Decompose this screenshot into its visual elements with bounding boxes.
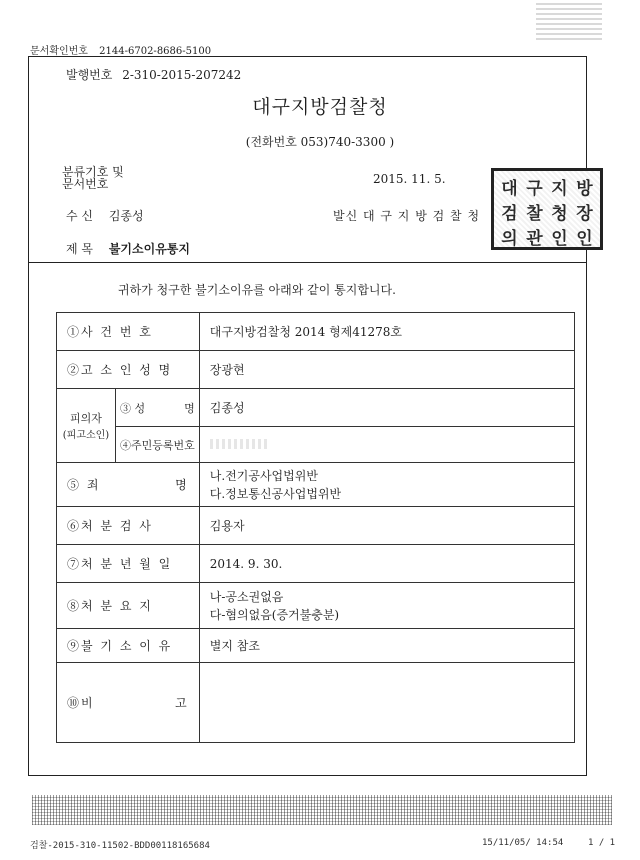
issue-number: 2-310-2015-207242 (122, 68, 242, 82)
prosecutor-label: ⑥처 분 검 사 (57, 507, 200, 545)
phone-number: (전화번호 053)740-3300 ) (245, 135, 395, 149)
charge-value-line1: 나.전기공사업법위반 (209, 468, 318, 483)
recipient-name: 김종성 (108, 209, 144, 223)
confirm-number-line (30, 42, 211, 57)
classification-label (62, 166, 124, 190)
seal-char: 의 (501, 229, 518, 249)
reason-label: ⑨불 기 소 이 유 (57, 629, 200, 663)
seal-char: 청 (551, 204, 568, 224)
reason-value: 별지 참조 (199, 629, 574, 663)
redacted-id (210, 439, 270, 449)
row-prosecutor (57, 507, 575, 545)
confirm-number: 2144-6702-8686-5100 (99, 46, 212, 57)
complainant-label: ②고 소 인 성 명 (57, 351, 200, 389)
seal-char: 대 (501, 179, 518, 199)
seal-char: 검 (501, 204, 518, 224)
issue-number-line (66, 66, 241, 83)
remarks-label-left: ⑩비 (67, 696, 95, 710)
charge-label-right: 명 (175, 478, 189, 492)
suspect-name-label (116, 389, 200, 427)
suspect-id-value (199, 427, 574, 463)
confirm-label: 문서확인번호 (30, 46, 88, 57)
complainant-value: 장광현 (199, 351, 574, 389)
notice-form-table (56, 312, 575, 743)
document-date: 2015. 11. 5. (373, 172, 446, 186)
security-pattern-band (32, 795, 612, 825)
seal-char: 관 (526, 229, 543, 249)
org-title: 대구지방검찰청 (252, 96, 388, 118)
disposition-gist-line2: 다-혐의없음(증거불충분) (209, 607, 340, 622)
suspect-name-value: 김종성 (199, 389, 574, 427)
charge-label (57, 463, 200, 507)
official-seal (491, 168, 603, 250)
seal-char: 지 (551, 179, 568, 199)
intro-text: 귀하가 청구한 불기소이유를 아래와 같이 통지합니다. (118, 283, 396, 297)
remarks-label-right: 고 (175, 696, 189, 710)
row-case-number (57, 313, 575, 351)
row-reason (57, 629, 575, 663)
seal-char: 장 (576, 204, 593, 224)
remarks-label (57, 663, 200, 743)
disposition-gist-line1: 나-공소권없음 (209, 589, 284, 604)
charge-value (199, 463, 574, 507)
security-watermark (536, 0, 602, 40)
footer-doc-code: 검찰-2015-310-11502-BDD00118165684 (30, 841, 210, 851)
row-suspect-name (57, 389, 575, 427)
seal-char: 인 (551, 229, 568, 249)
seal-char: 인 (576, 229, 593, 249)
recipient-line (66, 207, 144, 224)
disposition-gist-label: ⑧처 분 요 지 (57, 583, 200, 629)
suspect-group-line1: 피의자 (70, 412, 102, 425)
remarks-value (199, 663, 574, 743)
row-disposition-date (57, 545, 575, 583)
footer-page: 1 / 1 (588, 838, 616, 848)
subject-label: 제 목 (66, 242, 93, 256)
suspect-group-line2: (피고소인) (62, 430, 110, 441)
disposition-date-value: 2014. 9. 30. (199, 545, 574, 583)
row-charge (57, 463, 575, 507)
subject-value: 불기소이유통지 (108, 242, 190, 256)
footer-timestamp: 15/11/05/ 14:54 (482, 838, 564, 848)
disposition-gist-value (199, 583, 574, 629)
header-divider (28, 262, 587, 263)
classification-label-line1: 분류기호 및 (62, 165, 124, 179)
sender: 발신 대 구 지 방 검 찰 청 (333, 209, 481, 223)
seal-char: 구 (526, 179, 543, 199)
case-number-value: 대구지방검찰청 2014 형제41278호 (199, 313, 574, 351)
issue-label: 발행번호 (66, 68, 113, 82)
case-number-label: ①사 건 번 호 (57, 313, 200, 351)
row-suspect-id (57, 427, 575, 463)
charge-label-left: ⑤ 죄 (67, 478, 101, 492)
suspect-name-label-left: ③ 성 (120, 401, 146, 415)
classification-label-line2: 문서번호 (62, 177, 109, 191)
row-complainant (57, 351, 575, 389)
subject-line (66, 240, 190, 257)
suspect-group-label (57, 389, 116, 463)
seal-char: 찰 (526, 204, 543, 224)
row-disposition-gist (57, 583, 575, 629)
disposition-date-label: ⑦처 분 년 월 일 (57, 545, 200, 583)
suspect-name-label-right: 명 (184, 401, 195, 415)
row-remarks (57, 663, 575, 743)
charge-value-line2: 다.정보통신공사업법위반 (209, 486, 342, 501)
seal-char: 방 (576, 179, 593, 199)
recipient-label: 수 신 (66, 209, 93, 223)
suspect-id-label: ④주민등록번호 (116, 427, 200, 463)
prosecutor-value: 김용자 (199, 507, 574, 545)
